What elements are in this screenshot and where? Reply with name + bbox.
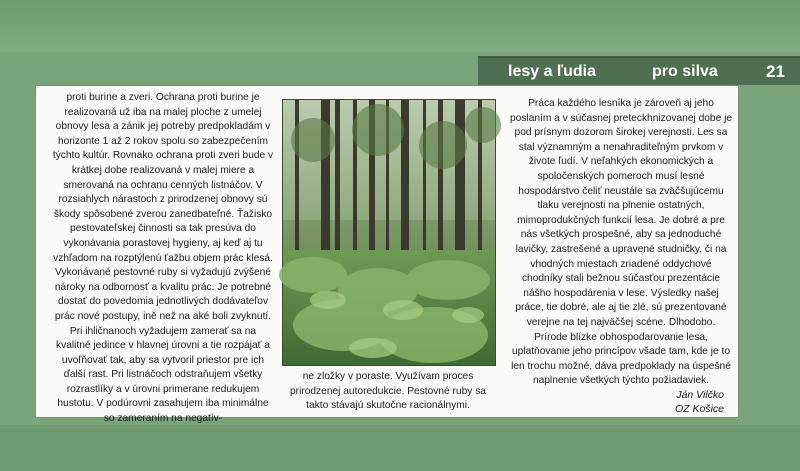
article-middle-column: ne zložky v poraste. Využívam proces prirodzenej autoredukcie. Pestovné ruby sa takto stávajú skutočne racionálnymi. xyxy=(290,371,486,412)
forest-illustration xyxy=(283,100,495,365)
article-page xyxy=(36,86,738,425)
forest-photo xyxy=(282,99,496,366)
section-title-pro-silva: pro silva xyxy=(652,63,718,80)
article-right-column: Práca každého lesníka je zároveň aj jeho poslaním a v súčasnej preteckhnizovanej dobe je pod prísnym dozorom širokej verejnosti. Les sa stal významným a nenahraditeľným prvkom v živote ľudí. V neľahkých ekonomických a spoločenských pomeroch musí lesné hospodárstvo čeliť neustále sa zväčšujúcemu tlaku verejnosti na plnenie ostatných, mimoprodukčných funkcií lesa. Je dobré a pre nás všetkých prospešné, aby sa jednoduché lavičky, zastrešené a upravené studničky, či na vhodných miestach zriadené oddychové chodníky stali bežnou súčasťou prezentácie nášho hospodárenia v lese. Výsledky našej práce, tie dobré, ale aj tie zlé, sú prezentované verejne na tej najväčšej scéne. Dlhodobo. Prírode blízke obhospodarovanie lesa, uplatňovanie jeho princípov všade tam, kde je to len trochu možné, dáva predpoklady na úspešné naplnenie všetkých týchto požiadaviek. xyxy=(510,98,732,387)
author-affiliation: OZ Košice xyxy=(674,403,724,415)
page-number: 21 xyxy=(766,62,785,81)
author-name: Ján Vilčko xyxy=(676,389,724,401)
article-left-column: proti burine a zveri. Ochrana proti burine je realizovaná už iba na malej ploche z umelej obnovy lesa a zánik jej potreby predpokladám v horizonte 1 až 2 rokov spolu so zabezpečením týchto kultúr. Rovnako ochrana proti zveri bude v krátkej dobe realizovaná v malej miere a smerovaná na ochranu cenných listnáčov. V rozsiahlych nárastoch z prirodzenej obnovy sú škody spôsobené zverou zanedbateľné. Ťažisko pestovateľskej činnosti sa tak presúva do vykonávania porastovej hygieny, aj keď aj tu vzhľadom na rozptýlenú ťažbu objem prác klesá. Vykonávané pestovné ruby si vyžadujú zvýšené nároky na odbornosť a kvalitu prác. Je potrebné dostať do povedomia jednotlivých dodávateľov prác nové postupy, ině než na aké boli zvyknutí. Pri ihličnanoch vyžadujem zamerať sa na kvalitné jedince v hlavnej úrovni a tie rozpájať a uvoľňovať tak, aby sa vytvoril priestor pre ich ďalší rast. Pri listnáčoch odstraňujem všetky rozrastlíky a v úrovni primerane redukujem hustotu. V podúrovni zasahujem iba minimálne so zameraním na negatív- xyxy=(52,92,274,425)
top-green-band xyxy=(0,0,800,52)
bottom-green-band xyxy=(0,425,800,471)
section-title-lesy-a-ludia: lesy a ľudia xyxy=(508,63,596,80)
section-header-bar xyxy=(478,56,800,85)
